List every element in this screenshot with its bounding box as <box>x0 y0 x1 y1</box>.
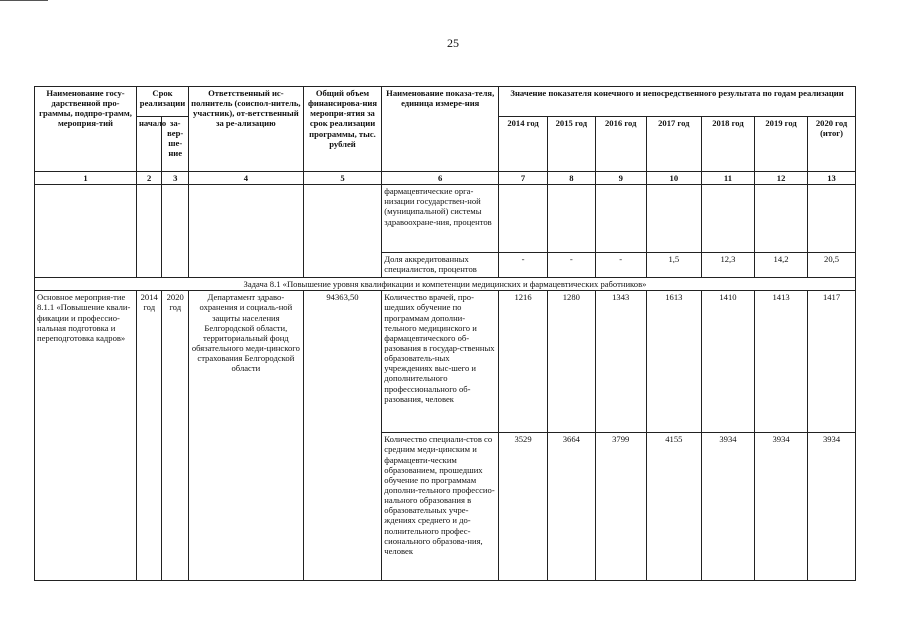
indicator-cell: фармацевтические орга-низации государствен-ной (муниципальной) системы здравоохране-ния, процентов <box>382 185 499 253</box>
header-term: Срок реализации <box>136 87 188 117</box>
value-cell: - <box>499 253 548 278</box>
indicator-cell: Доля аккредитованных специалистов, процентов <box>382 253 499 278</box>
indicator-cell: Количество специали-стов со средним меди-цинским и фармацевти-ческим образованием, прошедших обучение по программам дополни-тельного профессио-нального образования в образовательных учре-ждениях среднего и до-полнительного профес-сионального образова-ния, человек <box>382 433 499 581</box>
header-term-end: за-вер-ше-ние <box>162 117 189 172</box>
value-cell: - <box>595 253 646 278</box>
column-number: 9 <box>595 172 646 185</box>
column-number: 12 <box>755 172 808 185</box>
column-number: 13 <box>808 172 856 185</box>
value-cell: 1280 <box>547 291 595 433</box>
header-term-start: начало <box>136 117 161 172</box>
header-funding: Общий объем финансирова-ния меропри-ятия за срок реализации программы, тыс. рублей <box>303 87 382 172</box>
header-executor: Ответственный ис-полнитель (соиспол-нитель, участник), от-ветственный за ре-ализацию <box>189 87 304 172</box>
header-indicator: Наименование показа-теля, единица измере-ния <box>382 87 499 172</box>
value-cell: 1613 <box>646 291 701 433</box>
value-cell: 1413 <box>755 291 808 433</box>
column-number: 1 <box>35 172 137 185</box>
column-number: 3 <box>162 172 189 185</box>
column-number: 2 <box>136 172 161 185</box>
column-number: 6 <box>382 172 499 185</box>
header-year-2014: 2014 год <box>499 117 548 172</box>
header-year-2016: 2016 год <box>595 117 646 172</box>
task-title: Задача 8.1 «Повышение уровня квалификации и компетенции медицинских и фармацевтических работников» <box>35 278 856 291</box>
value-cell: 3664 <box>547 433 595 581</box>
task-row <box>35 278 856 291</box>
value-cell: 3934 <box>701 433 754 581</box>
header-program-name: Наименование госу-дарственной про-граммы, подпро-грамм, мероприя-тий <box>35 87 137 172</box>
value-cell: 1216 <box>499 291 548 433</box>
column-number: 10 <box>646 172 701 185</box>
column-number: 4 <box>189 172 304 185</box>
program-table <box>34 86 856 581</box>
value-cell: 3934 <box>808 433 856 581</box>
column-number: 11 <box>701 172 754 185</box>
scan-mark <box>0 0 48 1</box>
column-numbers-row <box>35 172 856 185</box>
event-executor: Департамент здраво-охранения и социаль-ной защиты населения Белгородской области, территориальный фонд обязательного меди-цинского страхования Белгородской области <box>189 291 304 581</box>
header-values-title: Значение показателя конечного и непосредственного результата по годам реализации <box>499 87 856 117</box>
event-end: 2020 год <box>162 291 189 581</box>
header-year-2018: 2018 год <box>701 117 754 172</box>
value-cell: 1410 <box>701 291 754 433</box>
header-row <box>35 87 856 117</box>
indicator-cell: Количество врачей, про-шедших обучение по программам дополни-тельного медицинского и фармацевтического об-разования в государ-ственных образователь-ных учреждениях выс-шего и дополнительного профессионального об-разования, человек <box>382 291 499 433</box>
column-number: 5 <box>303 172 382 185</box>
table-row <box>35 185 856 253</box>
page-number: 25 <box>447 36 459 50</box>
event-name: Основное мероприя-тие 8.1.1 «Повышение квали-фикации и профессио-нальная подготовка и переподготовка кадров» <box>35 291 137 581</box>
column-number: 7 <box>499 172 548 185</box>
value-cell: 12,3 <box>701 253 754 278</box>
header-year-2020: 2020 год (итог) <box>808 117 856 172</box>
event-start: 2014 год <box>136 291 161 581</box>
value-cell: 4155 <box>646 433 701 581</box>
value-cell: 3529 <box>499 433 548 581</box>
table-row <box>35 291 856 433</box>
value-cell: 1417 <box>808 291 856 433</box>
value-cell: 1,5 <box>646 253 701 278</box>
value-cell: 3934 <box>755 433 808 581</box>
value-cell: 20,5 <box>808 253 856 278</box>
header-year-2015: 2015 год <box>547 117 595 172</box>
value-cell: - <box>547 253 595 278</box>
column-number: 8 <box>547 172 595 185</box>
value-cell: 1343 <box>595 291 646 433</box>
header-year-2017: 2017 год <box>646 117 701 172</box>
value-cell: 14,2 <box>755 253 808 278</box>
header-year-2019: 2019 год <box>755 117 808 172</box>
event-funding: 94363,50 <box>303 291 382 581</box>
value-cell: 3799 <box>595 433 646 581</box>
